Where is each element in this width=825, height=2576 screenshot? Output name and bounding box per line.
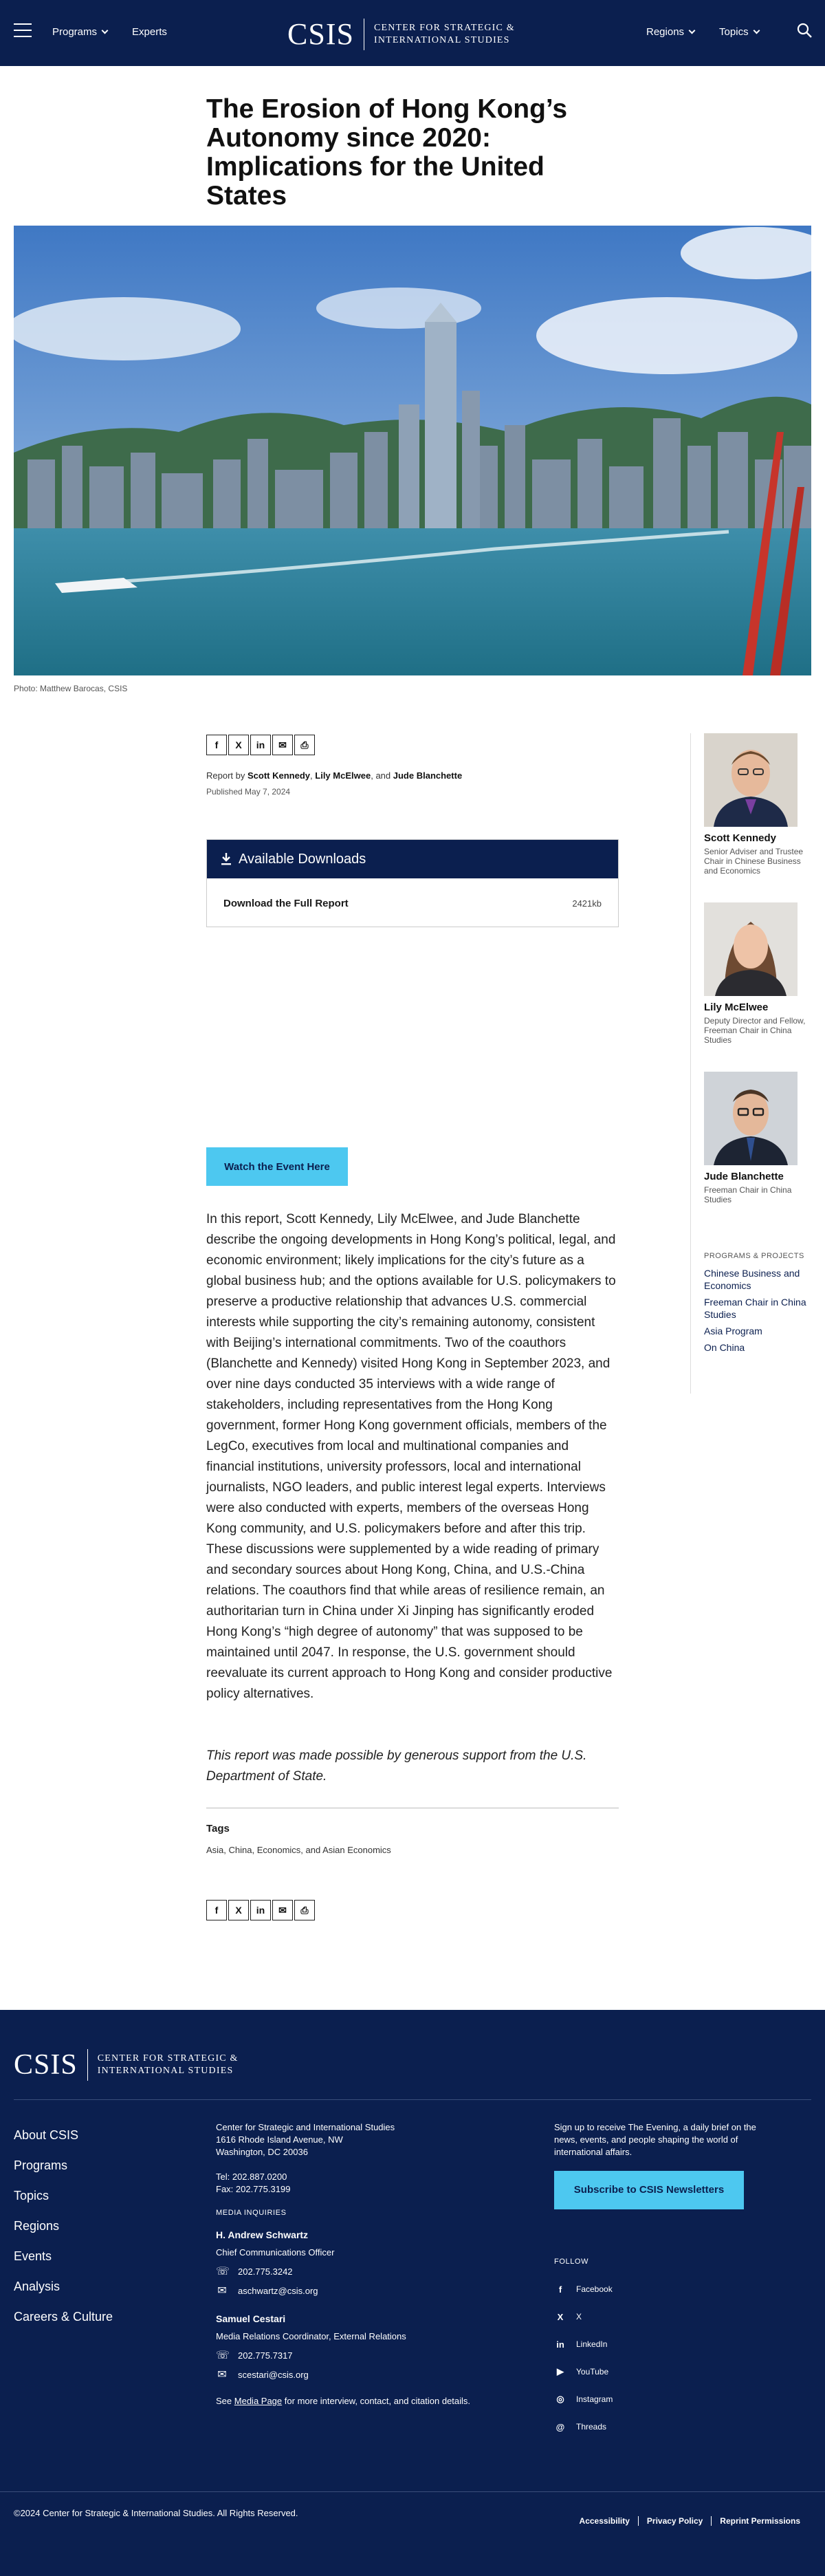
chevron-down-icon [102,28,109,34]
downloads-box [206,839,619,927]
byline-separator: , [371,770,373,781]
fax-number: Fax: 202.775.3199 [216,2184,291,2194]
contact-phone-value: 202.775.3242 [238,2266,293,2277]
downloads-heading: Available Downloads [239,851,366,867]
contact-title: Media Relations Coordinator, External Relations [216,2331,406,2341]
social-label: YouTube [576,2367,609,2377]
avatar[interactable] [704,902,798,996]
facebook-share-icon[interactable]: f [206,1900,227,1920]
contact-name: H. Andrew Schwartz [216,2229,309,2240]
phone-icon: ☏ [216,2266,230,2277]
search-icon[interactable] [796,22,813,39]
program-link[interactable]: On China [704,1342,745,1353]
threads-icon: @ [556,2421,565,2432]
social-link-threads[interactable] [554,2413,613,2440]
phone-number: Tel: 202.887.0200 [216,2172,287,2182]
logo-mark: CSIS [287,17,354,51]
x-share-icon[interactable]: X [228,735,249,755]
contact-email-value: scestari@csis.org [238,2370,309,2380]
footer-divider [0,2491,825,2492]
nav-topics-label: Topics [719,26,749,38]
csis-logo[interactable] [287,17,515,52]
nav-experts-label: Experts [132,26,167,38]
footer-nav-item[interactable]: Events [14,2249,52,2263]
media-heading: MEDIA INQUIRIES [216,2209,287,2217]
contact-email[interactable] [216,2369,505,2381]
hamburger-icon[interactable] [14,23,32,39]
footer-nav-item[interactable]: Analysis [14,2280,60,2293]
byline-and: and [375,770,391,781]
nav-regions[interactable] [646,26,694,38]
subscribe-button[interactable]: Subscribe to CSIS Newsletters [554,2171,744,2209]
footer-nav-item[interactable]: About CSIS [14,2128,79,2142]
contact-phone-value: 202.775.7317 [238,2350,293,2361]
social-label: LinkedIn [576,2339,608,2349]
footer-nav-item[interactable]: Regions [14,2219,60,2233]
address-line: Washington, DC 20036 [216,2147,308,2157]
nav-regions-label: Regions [646,26,685,38]
print-icon[interactable]: ⎙ [294,735,315,755]
social-label: X [576,2312,582,2321]
x-icon: X [557,2311,564,2322]
published-date: Published May 7, 2024 [206,787,291,797]
social-link-linkedin[interactable] [554,2330,613,2358]
byline-author[interactable]: Lily McElwee [315,770,371,781]
mail-icon: ✉ [217,2369,227,2381]
social-links [554,2275,613,2440]
social-label: Facebook [576,2284,613,2294]
social-label: Instagram [576,2394,613,2404]
footer-nav-item[interactable]: Topics [14,2189,50,2202]
avatar[interactable] [704,733,798,827]
social-label: Threads [576,2422,607,2432]
copyright: ©2024 Center for Strategic & International Studies. All Rights Reserved. [14,2508,298,2518]
program-link[interactable]: Freeman Chair in China Studies [704,1297,806,1320]
primary-nav-left [52,26,167,38]
download-full-report-link[interactable] [207,878,618,928]
address-line: 1616 Rhode Island Avenue, NW [216,2134,343,2145]
newsletter-text: Sign up to receive The Evening, a daily brief on the news, events, and people shaping the world of international affairs. [554,2122,756,2157]
contact-phone[interactable] [216,2350,505,2362]
logo-line-2: INTERNATIONAL STUDIES [97,2066,234,2076]
accessibility-link[interactable]: Accessibility [579,2516,630,2526]
social-link-x[interactable] [554,2303,613,2330]
linkedin-icon: in [556,2339,564,2350]
expert-role: Deputy Director and Fellow, Freeman Chair in China Studies [704,1016,806,1045]
expert-card[interactable] [704,733,807,876]
expert-role: Freeman Chair in China Studies [704,1185,792,1204]
nav-experts[interactable] [132,26,167,38]
hong-kong-skyline-photo [14,226,811,675]
avatar[interactable] [704,1072,798,1165]
footer-logo[interactable] [14,2048,239,2081]
contact-email-value: aschwartz@csis.org [238,2286,318,2296]
org-name: Center for Strategic and International Studies [216,2122,395,2132]
program-link[interactable]: Asia Program [704,1325,762,1336]
article-title: The Erosion of Hong Kong’s Autonomy since 2020: Implications for the United States [206,94,568,210]
share-bar-top [206,735,315,755]
photo-credit: Photo: Matthew Barocas, CSIS [14,684,128,693]
x-share-icon[interactable]: X [228,1900,249,1920]
expert-role: Senior Adviser and Trustee Chair in Chinese Business and Economics [704,847,804,876]
privacy-policy-link[interactable]: Privacy Policy [638,2516,711,2526]
site-footer [0,2010,825,2576]
phone-icon: ☏ [216,2350,230,2361]
logo-line-2: INTERNATIONAL STUDIES [373,34,510,45]
legal-links [571,2516,808,2526]
footer-contact [216,2121,505,2407]
contact-name: Samuel Cestari [216,2313,286,2324]
print-icon[interactable]: ⎙ [294,1900,315,1920]
facebook-share-icon[interactable]: f [206,735,227,755]
footer-nav-item[interactable]: Programs [14,2158,68,2172]
nav-programs[interactable] [52,26,107,38]
expert-name[interactable]: Jude Blanchette [704,1171,784,1182]
social-link-facebook[interactable] [554,2275,613,2303]
share-bar-bottom [206,1900,315,1920]
hero-image [14,226,811,675]
logo-line-1: CENTER FOR STRATEGIC & [97,2053,239,2064]
nav-programs-label: Programs [52,26,98,38]
support-note: This report was made possible by generous support from the U.S. Department of State. [206,1749,587,1784]
footer-nav-item[interactable]: Careers & Culture [14,2310,113,2324]
download-icon [221,853,232,865]
primary-nav-right [646,26,759,38]
media-note [216,2395,505,2407]
footer-nav [14,2120,113,2332]
media-note-pre: See [216,2396,232,2406]
nav-topics[interactable] [719,26,759,38]
chevron-down-icon [753,28,760,34]
byline-author[interactable]: Jude Blanchette [393,770,463,781]
email-share-icon[interactable]: ✉ [272,735,293,755]
downloads-header [207,840,618,878]
linkedin-share-icon[interactable]: in [250,735,271,755]
download-item-size: 2421kb [572,898,602,909]
programs-list [704,1267,814,1358]
logo-divider [87,2049,88,2081]
linkedin-share-icon[interactable]: in [250,1900,271,1920]
footer-divider [14,2099,811,2100]
reprint-permissions-link[interactable]: Reprint Permissions [711,2516,808,2526]
logo-text [374,22,515,47]
follow-heading: FOLLOW [554,2258,589,2266]
watch-event-button[interactable]: Watch the Event Here [206,1147,348,1186]
logo-text [98,2053,239,2077]
tags-list[interactable]: Asia, China, Economics, and Asian Economics [206,1845,391,1855]
byline-separator: , [310,770,313,781]
expert-name[interactable]: Scott Kennedy [704,832,777,844]
programs-heading: PROGRAMS & PROJECTS [704,1252,804,1260]
site-header [0,0,825,66]
contact-email[interactable] [216,2285,505,2297]
byline [206,770,462,781]
logo-mark: CSIS [14,2049,78,2081]
facebook-icon: f [558,2284,562,2295]
tags-heading: Tags [206,1823,230,1834]
chevron-down-icon [689,28,696,34]
article-body: In this report, Scott Kennedy, Lily McElwee, and Jude Blanchette describe the ongoing developments in Hong Kong’s political, legal, and economic environment; likely implications for the city’s future as a global business hub; and the options available for U.S. policymakers to preserve a productive relationship that advances U.S. commercial interests while supporting the city’s remaining autonomy, consistent with Beijing’s international commitments. Two of the coauthors (Blanchette and Kennedy) visited Hong Kong in September 2023, and over nine days conducted 35 interviews with a wide range of stakeholders, including representatives from the Hong Kong government, former Hong Kong government officials, members of the LegCo, executives from local and multinational companies and financial institutions, university professors, local and international journalists, NGO leaders, and public interest legal experts. Interviews were also conducted with experts, members of the overseas Hong Kong community, and U.S. policymakers before and after this trip. These discussions were supplemented by a wide reading of primary and secondary sources about Hong Kong, China, and U.S.-China relations. The coauthors find that while areas of resilience remain, an authoritarian turn in China under Xi Jinping has significantly eroded Hong Kong’s “high degree of autonomy” that was supposed to be maintained until 2047. In response, the U.S. government should reevaluate its current approach to Hong Kong and consider productive policy alternatives. [206,1212,616,1701]
social-link-youtube[interactable] [554,2358,613,2385]
media-note-post: for more interview, contact, and citation details. [284,2396,471,2406]
social-link-instagram[interactable] [554,2385,613,2413]
contact-title: Chief Communications Officer [216,2247,335,2258]
expert-card[interactable] [704,1072,807,1204]
youtube-icon: ▶ [557,2366,564,2377]
instagram-icon: ◎ [556,2394,564,2404]
media-page-link[interactable]: Media Page [234,2396,283,2406]
program-link[interactable]: Chinese Business and Economics [704,1268,800,1291]
sidebar-divider [690,733,691,1394]
byline-prefix: Report by [206,770,245,781]
mail-icon: ✉ [217,2285,227,2297]
expert-card[interactable] [704,902,807,1045]
logo-line-1: CENTER FOR STRATEGIC & [373,22,515,33]
footer-newsletter [554,2121,760,2209]
download-item-name: Download the Full Report [223,897,349,909]
email-share-icon[interactable]: ✉ [272,1900,293,1920]
byline-author[interactable]: Scott Kennedy [248,770,311,781]
expert-name[interactable]: Lily McElwee [704,1002,769,1013]
contact-phone[interactable] [216,2266,505,2278]
